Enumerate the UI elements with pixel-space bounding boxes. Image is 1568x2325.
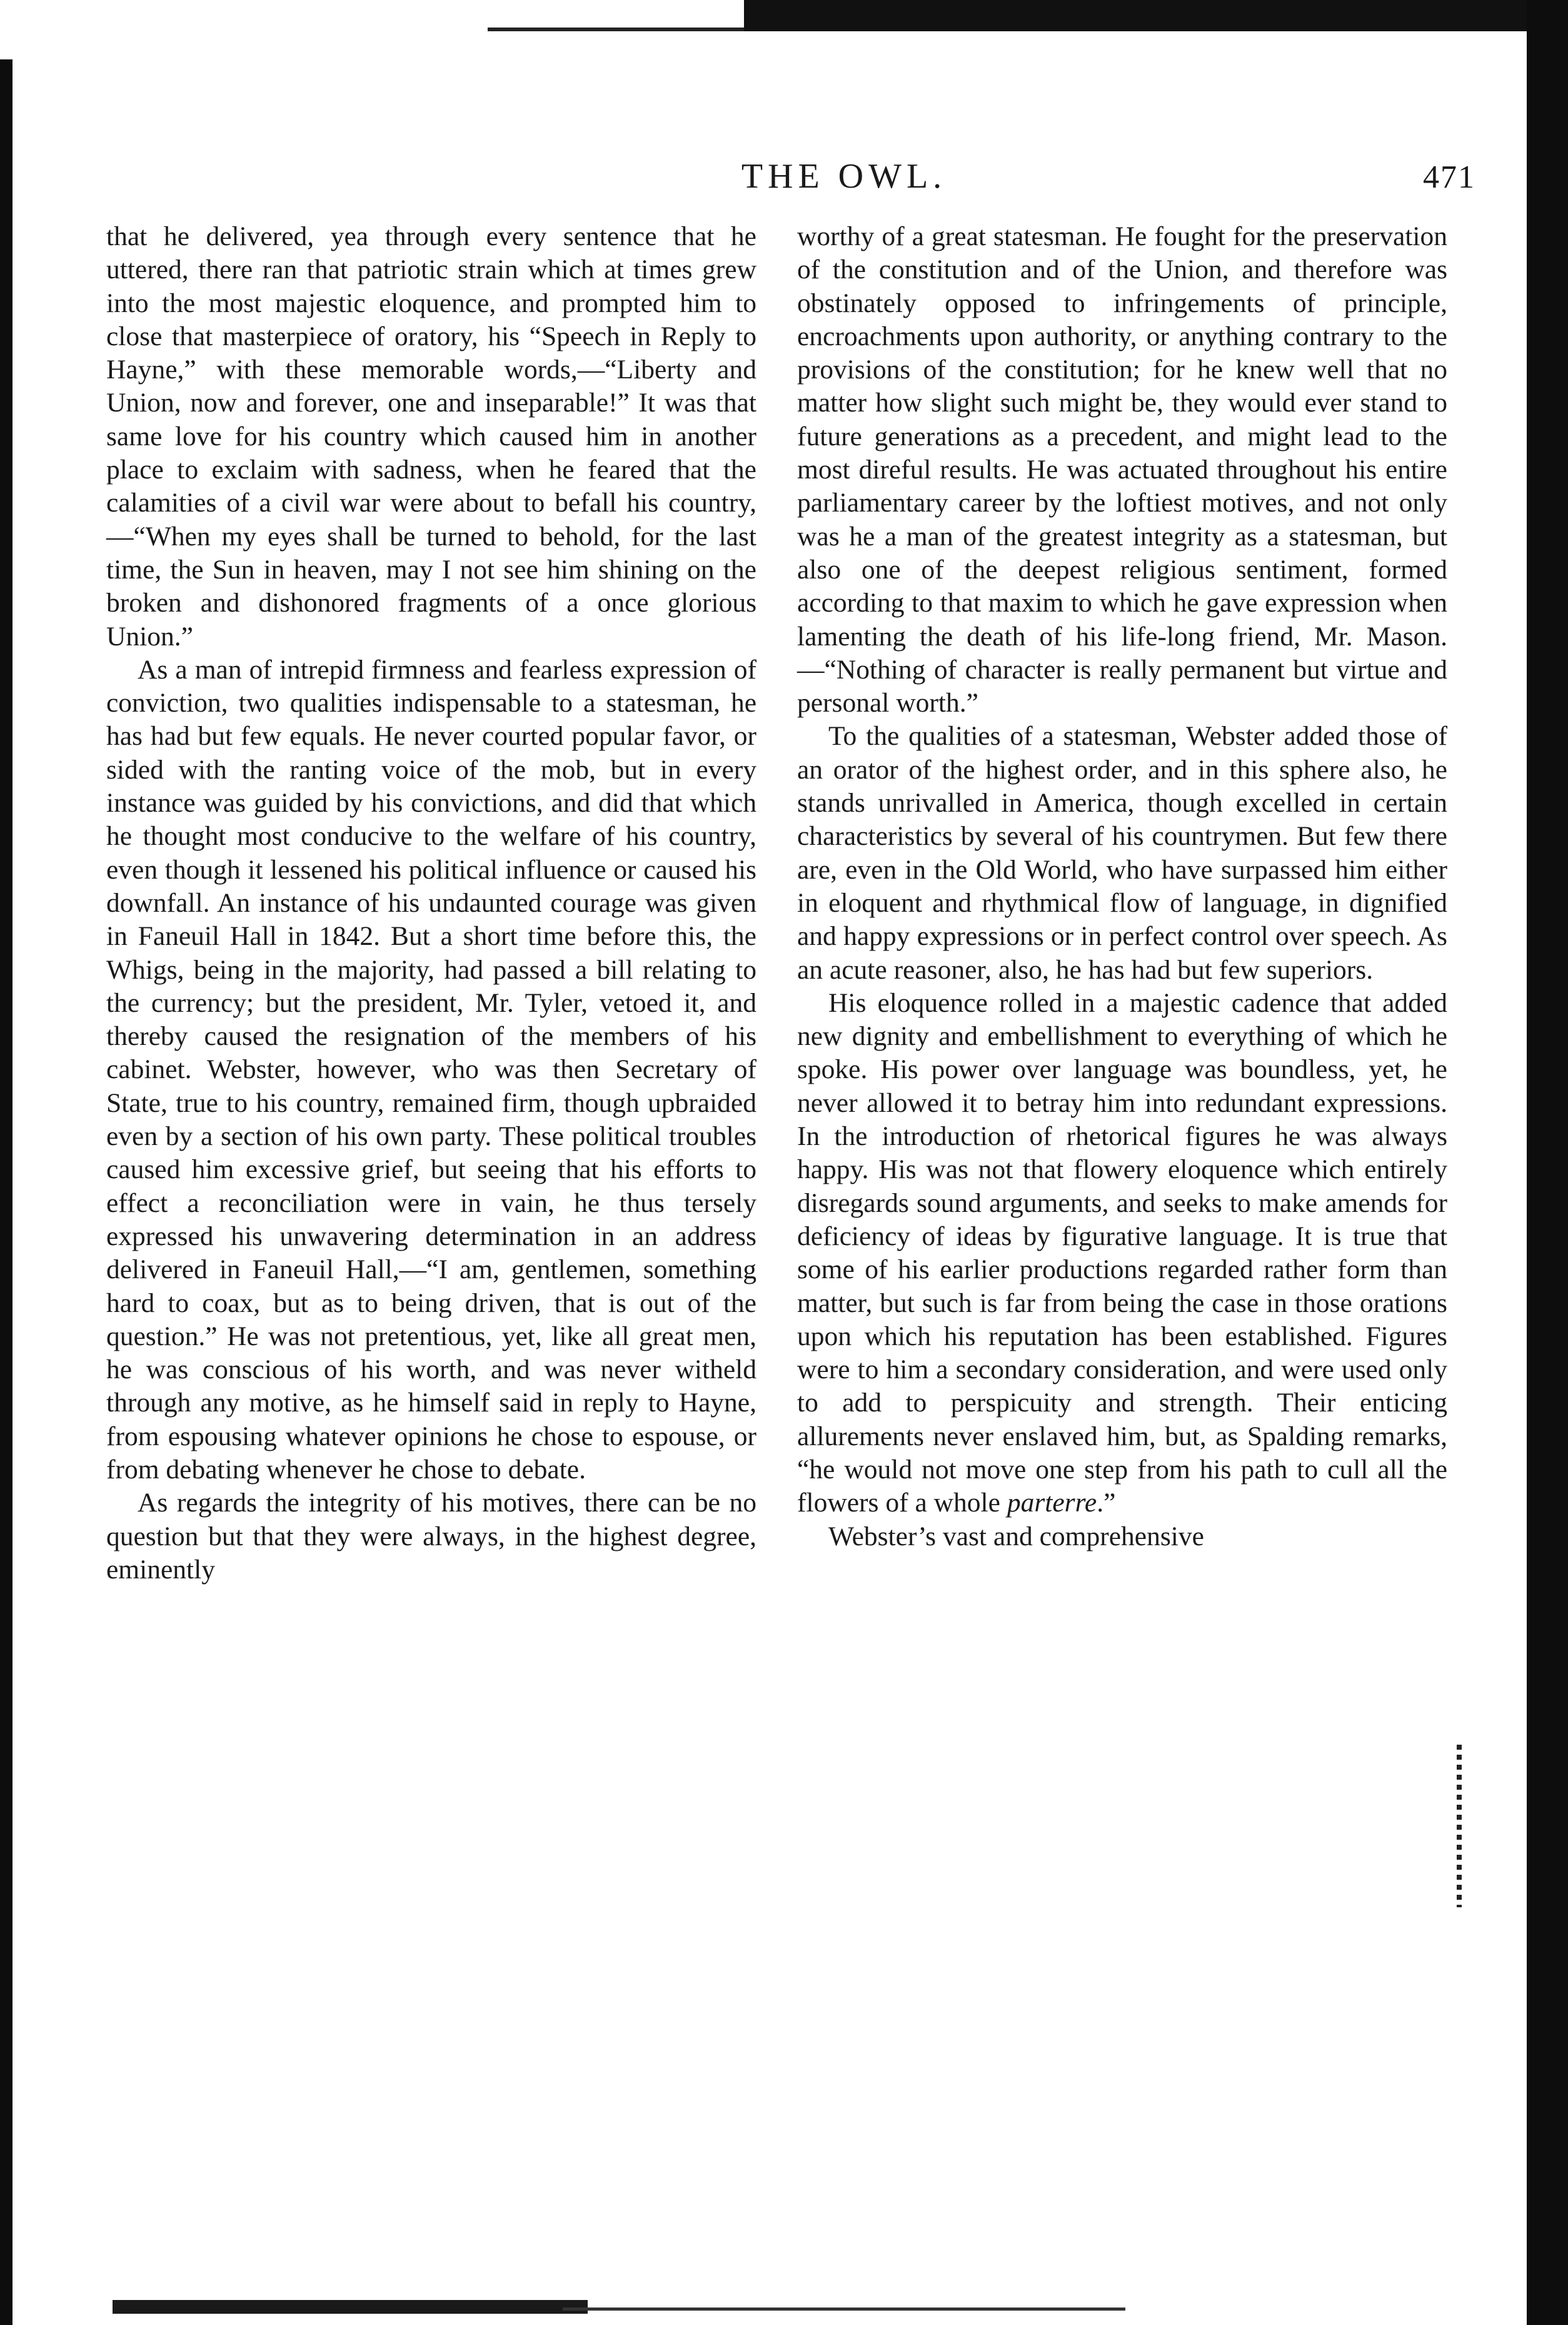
paragraph-text: His eloquence rolled in a majestic cadence that added new dignity and embellishment to everything of which he spoke. His power over language was boundless, yet, he never allowed it to betray him into redundant expressions. In the introduction of rhetorical figures he was always happy. His was not that flowery eloquence which entirely disregards sound arguments, and seeks to make amends for deficiency of ideas by figurative language. It is true that some of his earlier productions regarded rather form than matter, but such is far from being the case in those orations upon which his reputation has been established. Figures were to him a secondary consideration, and were used only to add to perspicuity and strength. Their enticing allurements never enslaved him, but, as Spalding remarks, “he would not move one step from his path to cull all the flowers of a whole — [797, 987, 1447, 1518]
right-column — [797, 220, 1447, 1553]
scan-border-left — [0, 59, 13, 2325]
scan-border-bottom — [113, 2300, 588, 2314]
paragraph — [797, 987, 1447, 1520]
paragraph: Webster’s vast and comprehensive — [828, 1521, 1204, 1551]
scan-border-right — [1527, 0, 1568, 2325]
scan-border-top — [744, 0, 1568, 31]
left-column — [106, 220, 756, 1586]
running-title: THE OWL. — [741, 157, 947, 196]
paragraph: that he delivered, yea through every sentence that he uttered, there ran that patriotic strain which at times grew into the most majestic eloquence, and prompted him to close that masterpiece of oratory, his “Speech in Reply to Hayne,” with these memorable words,—“Liberty and Union, now and forever, one and inseparable!” It was that same love for his country which caused him in another place to exclaim with sadness, when he feared that the calamities of a civil war were about to befall his country,—“When my eyes shall be turned to behold, for the last time, the Sun in heaven, may I not see him shining on the broken and dishonored fragments of a once glorious Union.” — [106, 221, 756, 652]
paragraph: To the qualities of a statesman, Webster added those of an orator of the highest order, and in this sphere also, he stands unrivalled in America, though excelled in certain characteristics by several of his countrymen. But few there are, even in the Old World, who have surpassed him either in eloquent and rhythmical flow of language, in dignified and happy expressions or in perfect control over speech. As an acute reasoner, also, he has had but few superiors. — [797, 721, 1447, 985]
paragraph: As a man of intrepid firmness and fearless expression of conviction, two qualities indispensable to a statesman, he has had but few equals. He never courted popular favor, or sided with the ranting voice of the mob, but in every instance was guided by his convictions, and did that which he thought most conducive to the welfare of his country, even though it lessened his political influence or caused his downfall. An instance of his undaunted courage was given in Faneuil Hall in 1842. But a short time before this, the Whigs, being in the majority, had passed a bill relating to the currency; but the president, Mr. Tyler, vetoed it, and thereby caused the resignation of the members of his cabinet. Webster, however, who was then Secretary of State, true to his country, remained firm, though upbraided even by a section of his own party. These political troubles caused him excessive grief, but seeing that his efforts to effect a reconciliation were in vain, he thus tersely expressed his unwavering determination in an address delivered in Faneuil Hall,—“I am, gentlemen, something hard to coax, but as to being driven, that is out of the question.” He was not pretentious, yet, like all great men, he was conscious of his worth, and was never witheld through any motive, as he himself said in reply to Hayne, from espousing whatever opinions he chose to espouse, or from debating whenever he chose to debate. — [106, 654, 756, 1485]
page-number: 471 — [1423, 159, 1475, 195]
paragraph: worthy of a great statesman. He fought for the preservation of the constitution and of the Union, and therefore was obstinately opposed to infringements of principle, encroachments upon authority, or anything contrary to the provisions of the constitution; for he knew well that no matter how slight such might be, they would ever stand to future generations as a precedent, and might lead to the most direful results. He was actuated throughout his entire parliamentary career by the loftiest motives, and not only was he a man of the greatest integrity as a statesman, but also one of the deepest religious sentiment, formed according to that maxim to which he gave expression when lamenting the death of his life-long friend, Mr. Mason.—“Nothing of character is really permanent but virtue and personal worth.” — [797, 221, 1447, 719]
scan-border-bottom-thin — [563, 2307, 1125, 2311]
paragraph: As regards the integrity of his motives, there can be no question but that they were always, in the highest degree, eminently — [106, 1488, 756, 1585]
italic-word: parterre — [1007, 1488, 1097, 1518]
page-header — [106, 156, 1475, 200]
paragraph-text: .” — [1097, 1488, 1116, 1518]
margin-mark — [1457, 1745, 1462, 1907]
